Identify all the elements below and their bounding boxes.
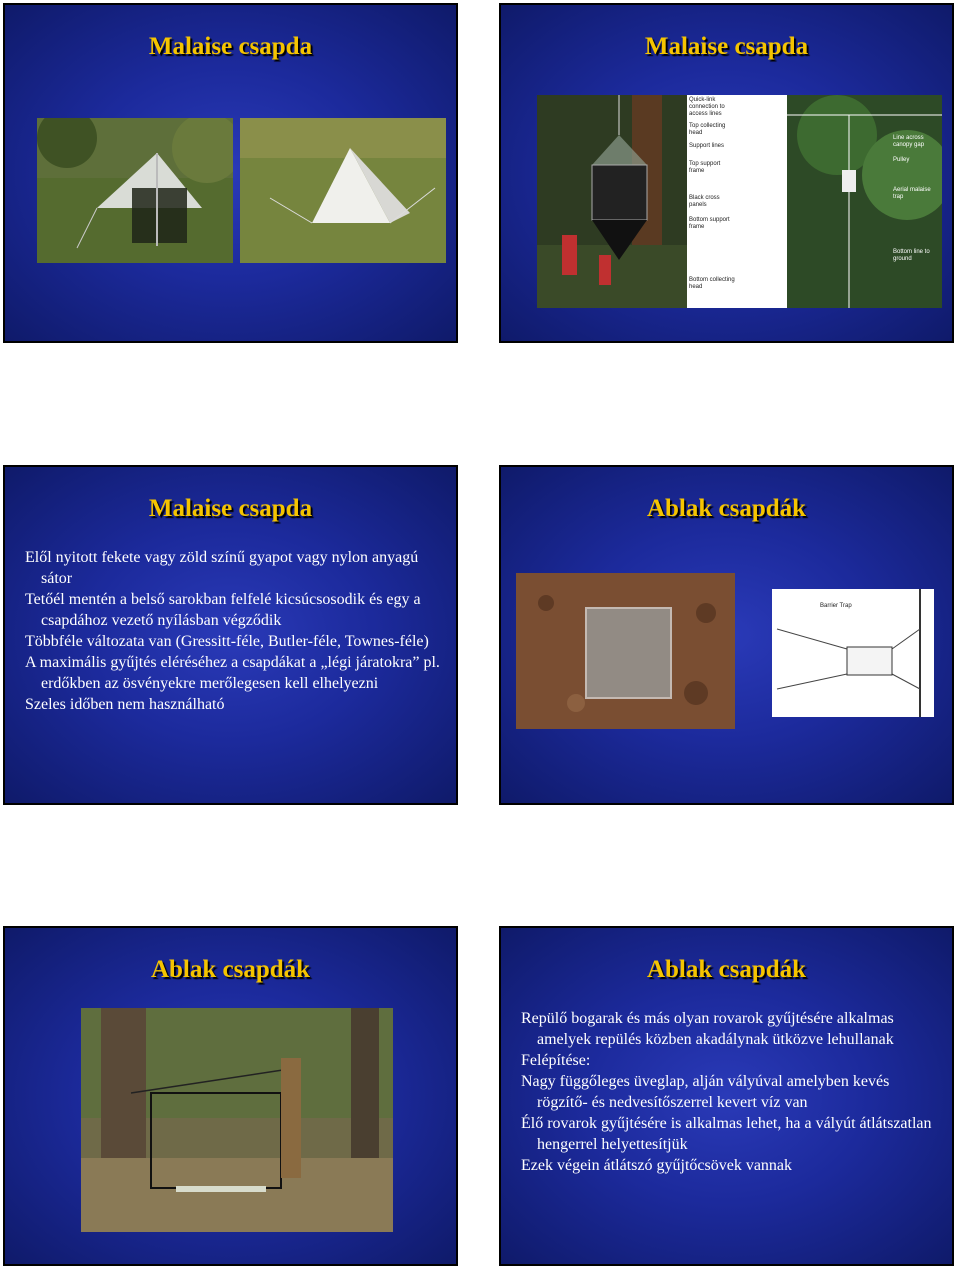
malaise-trap-photo-2 [240, 118, 446, 263]
slide-3 [3, 465, 458, 805]
label-support-lines: Support lines [689, 143, 725, 149]
label-bottom-frame: Bottom support frame [689, 217, 730, 230]
forest-window-trap-photo [81, 1008, 393, 1232]
label-bottom-line: Bottom line to ground [893, 249, 930, 262]
label-pulley: Pulley [893, 157, 910, 163]
bullet-item: Nagy függőleges üveglap, alján vályúval amelyben kevés rögzítő- és nedvesítőszerrel kevert víz van [521, 1073, 890, 1111]
bullet-item: Tetőél mentén a belső sarokban felfelé kicsúcsosodik és egy a csapdához vezető nyílásban végződik [25, 591, 421, 629]
slide-5 [3, 926, 458, 1266]
label-top-frame: Top support frame [689, 161, 721, 174]
label-aerial: Aerial malaise trap [893, 187, 931, 200]
bullet-list [521, 1008, 941, 1176]
barrier-trap-drawing [772, 589, 934, 717]
slide-title: Malaise csapda [148, 33, 313, 60]
slide-title: Malaise csapda [148, 495, 313, 522]
bullet-item: Ezek végein átlátszó gyűjtőcsövek vannak [521, 1157, 793, 1174]
bullet-item: Szeles időben nem használható [25, 696, 225, 713]
bullet-item: Repülő bogarak és más olyan rovarok gyűjtésére alkalmas amelyek repülés közben akadálynak ütközve lehullanak [521, 1010, 894, 1048]
label-top-head: Top collecting head [689, 123, 726, 136]
slide-title: Ablak csapdák [646, 495, 807, 522]
bullet-item: Élő rovarok gyűjtésére is alkalmas lehet, ha a vályút átlátszatlan hengerrel helyettesítjük [521, 1115, 932, 1153]
bullet-item: Elől nyitott fekete vagy zöld színű gyapot vagy nylon anyagú sátor [25, 549, 419, 587]
aerial-malaise-diagram [537, 95, 942, 308]
label-bottom-head: Bottom collecting head [689, 277, 735, 290]
slide-4 [499, 465, 954, 805]
bullet-list [25, 547, 445, 715]
slide-2 [499, 3, 954, 343]
label-quick-link: Quick-link connection to access lines [689, 97, 725, 117]
label-cross-panels: Black cross panels [689, 195, 720, 208]
window-trap-photo [516, 573, 735, 729]
barrier-trap-label: Barrier Trap [820, 603, 852, 609]
slide-title: Ablak csapdák [646, 956, 807, 983]
slide-6 [499, 926, 954, 1266]
slide-1 [3, 3, 458, 343]
slide-title: Ablak csapdák [150, 956, 311, 983]
label-line-across: Line across canopy gap [893, 135, 925, 148]
bullet-item: Felépítése: [521, 1052, 591, 1069]
slide-title: Malaise csapda [644, 33, 809, 60]
malaise-trap-photo-1 [37, 118, 233, 263]
bullet-item: Többféle változata van (Gressitt-féle, Butler-féle, Townes-féle) [25, 633, 429, 650]
bullet-item: A maximális gyűjtés eléréséhez a csapdákat a „légi járatokra” pl. erdőkben az ösvényekre merőlegesen kell elhelyezni [25, 654, 440, 692]
